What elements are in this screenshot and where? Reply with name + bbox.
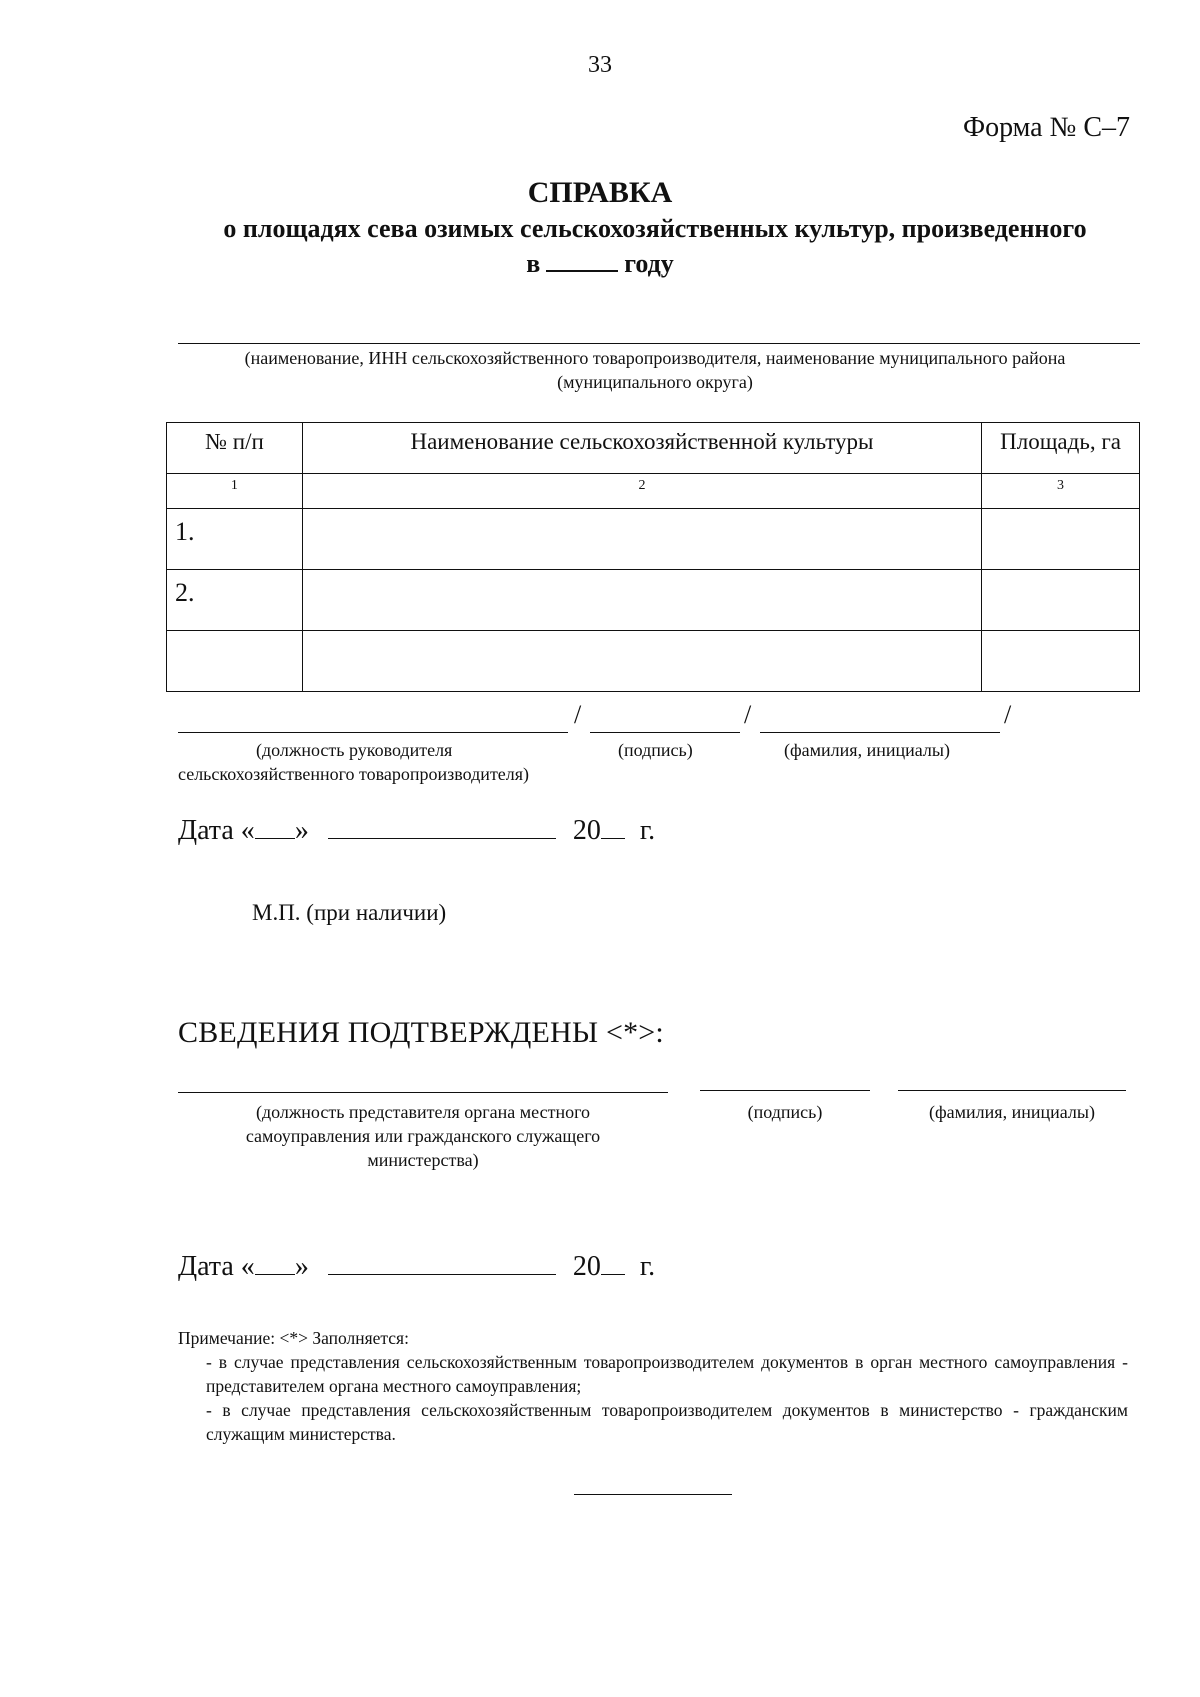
year-digits-blank[interactable] [601,1250,625,1275]
header-number: № п/п [167,423,303,474]
document-subtitle: о площадях сева озимых сельскохозяйственных культур, произведенного [223,214,1087,243]
confirm-position-caption-line3: министерства) [367,1150,479,1170]
date-line [178,1250,655,1283]
table-header-row [167,423,1140,474]
end-rule [574,1494,732,1495]
position-line[interactable] [178,732,568,733]
area-cell[interactable] [982,509,1140,570]
position-caption-line1: (должность руководителя [256,740,453,760]
document-title: СПРАВКА [527,176,673,209]
confirm-position-caption-line1: (должность представителя органа местного [255,1102,591,1122]
table-row [167,570,1140,631]
page-number: 33 [588,52,612,78]
area-cell[interactable] [982,570,1140,631]
area-cell[interactable] [982,631,1140,692]
year-digits-blank[interactable] [601,814,625,839]
table-index-row [167,474,1140,509]
footnote-heading: Примечание: <*> Заполняется: [178,1328,409,1348]
name-line[interactable] [760,732,1000,733]
signature-caption: (подпись) [618,740,693,760]
year-line [0,248,1200,279]
separator-slash: / [1004,700,1012,729]
row-number-cell: 1. [167,509,303,570]
crop-name-cell[interactable] [302,631,981,692]
footnote [178,1326,1128,1446]
year-prefix: 20 [572,1251,601,1282]
column-index: 1 [167,474,303,509]
date-label: Дата « [178,1251,255,1282]
month-blank[interactable] [328,1250,556,1275]
month-blank[interactable] [328,814,556,839]
year-prefix: 20 [572,815,601,846]
signature-line[interactable] [590,732,740,733]
separator-slash: / [744,700,752,729]
column-index: 3 [982,474,1140,509]
position-caption-line2: сельскохозяйственного товаропроизводителя) [178,764,530,784]
year-blank[interactable] [546,248,618,272]
header-area: Площадь, га [982,423,1140,474]
crop-name-cell[interactable] [302,509,981,570]
date-label: Дата « [178,815,255,846]
confirm-name-caption: (фамилия, инициалы) [929,1102,1095,1122]
crops-table [166,422,1140,692]
crop-name-cell[interactable] [302,570,981,631]
confirm-position-caption-line2: самоуправления или гражданского служащего [245,1126,601,1146]
table-row [167,509,1140,570]
row-number-cell: 2. [167,570,303,631]
stamp-note: М.П. (при наличии) [252,900,447,925]
year-prefix: в [526,249,541,278]
producer-name-line[interactable] [178,343,1140,344]
year-suffix: г. [639,815,656,846]
column-index: 2 [302,474,981,509]
confirmation-heading: СВЕДЕНИЯ ПОДТВЕРЖДЕНЫ <*>: [178,1016,664,1049]
table-row [167,631,1140,692]
year-suffix: г. [639,1251,656,1282]
row-number-cell [167,631,303,692]
date-close-quote: » [294,815,309,846]
date-close-quote: » [294,1251,309,1282]
confirm-signature-caption: (подпись) [747,1102,823,1122]
day-blank[interactable] [255,1250,295,1275]
footnote-item: - в случае представления сельскохозяйственным товаропроизводителем документов в орган местного самоуправления - представителем органа местного самоуправления; [206,1352,1128,1396]
form-number: Форма № С–7 [962,112,1130,143]
date-line [178,814,655,847]
confirm-signature-line[interactable] [700,1090,870,1091]
producer-caption-line2: (муниципального округа) [557,372,753,392]
separator-slash: / [574,700,582,729]
footnote-item: - в случае представления сельскохозяйственным товаропроизводителем документов в министерство - гражданским служащим министерства. [206,1400,1128,1444]
year-suffix: году [624,249,674,278]
confirm-name-line[interactable] [898,1090,1126,1091]
name-caption: (фамилия, инициалы) [784,740,950,760]
day-blank[interactable] [255,814,295,839]
confirm-position-line[interactable] [178,1092,668,1093]
producer-caption-line1: (наименование, ИНН сельскохозяйственного товаропроизводителя, наименование муниципального района [244,348,1066,368]
header-crop-name: Наименование сельскохозяйственной культуры [302,423,981,474]
